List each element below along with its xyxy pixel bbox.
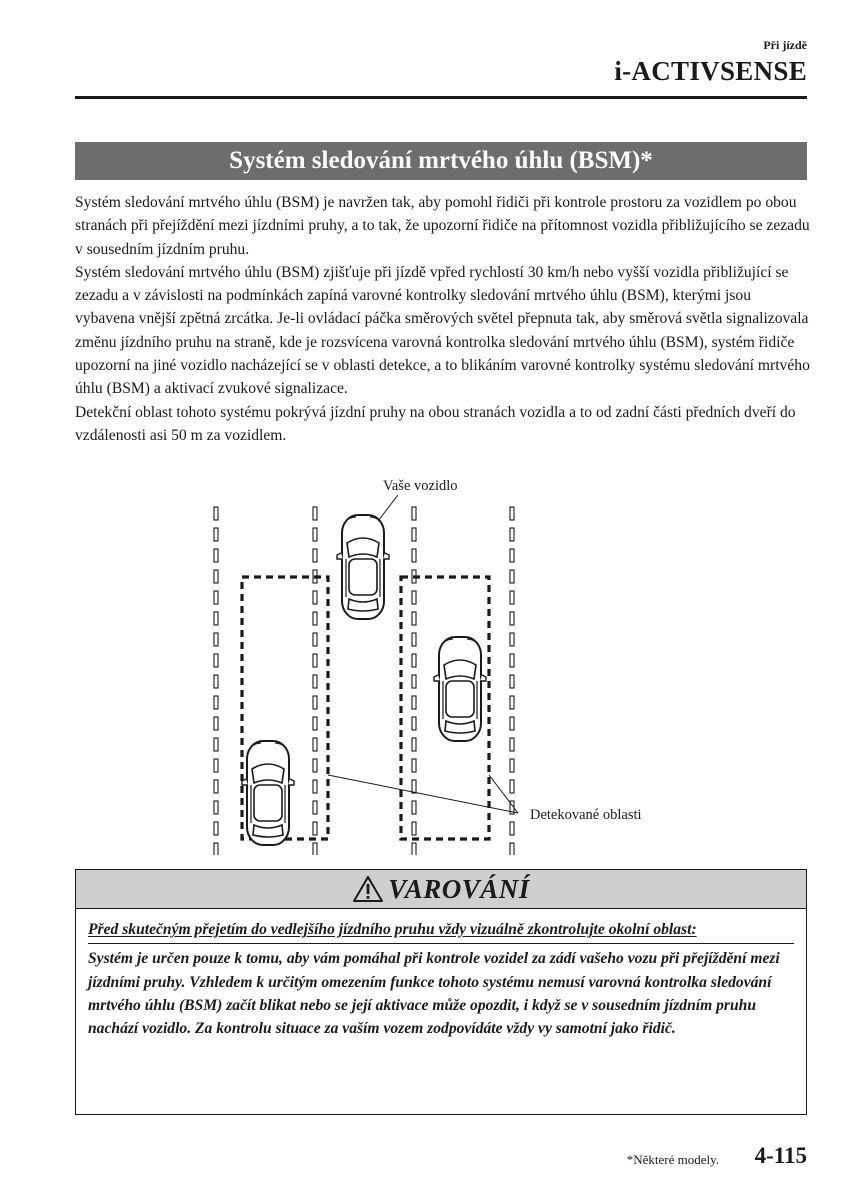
lane-dash [214,801,218,814]
warning-title: VAROVÁNÍ [388,873,530,904]
lane-dash [412,759,416,772]
lane-dash [214,780,218,793]
lane-dash [510,549,514,562]
lane-dash [214,549,218,562]
lane-dash [214,738,218,751]
lane-dash [510,654,514,667]
lane-dash [214,612,218,625]
lane-dash [313,675,317,688]
lane-dash [510,738,514,751]
lane-dash [313,654,317,667]
lane-dash [214,633,218,646]
body-paragraph: Systém sledování mrtvého úhlu (BSM) zjišťuje při jízdě vpřed rychlostí 30 km/h nebo vyšší vozidla přibližující se zezadu a v závislosti na podmínkách zapíná varovné kontrolky sledování mrtvého úhlu (BSM), kterými jsou vybavena vnější zpětná zrcátka. Je-li ovládací páčka směrových světel přepnuta tak, aby směrová světla signalizovala změnu jízdního pruhu na straně, kde je rozsvícena varovná kontrolka sledování mrtvého úhlu (BSM), systém řidiče upozorní na jiné vozidlo nacházející se v oblasti detekce, a to blikáním varovné kontrolky systému sledování mrtvého úhlu (BSM) a aktivací zvukové signalizace. [75,263,810,398]
label-own-vehicle: Vaše vozidlo [383,478,458,494]
lane-dash [510,717,514,730]
lane-dash [313,759,317,772]
lane-dash [214,591,218,604]
lane-dash [313,717,317,730]
lane-dash [313,738,317,751]
leader-own-vehicle [378,495,398,521]
section-heading: Systém sledování mrtvého úhlu (BSM)* [75,142,807,180]
body-text [75,191,811,447]
lane-dash [313,780,317,793]
warning-text: Systém je určen pouze k tomu, aby vám pomáhal při kontrole vozidel za zádí vašeho vozu při přejíždění mezi jízdními pruhy. Vzhledem k určitým omezením funkce tohoto systému nemusí varovná kontrolka sledování mrtvého úhlu (BSM) začít blikat nebo se její aktivace může opozdit, i když se v sousedním jízdním pruhu nachází vozidlo. Za kontrolu situace za vaším vozem zodpovídáte vždy vy samotní jako řidič. [88,950,780,1038]
own-vehicle [337,515,389,619]
lane-dash [313,507,317,520]
warning-triangle-icon [352,875,384,903]
lane-dash [313,696,317,709]
chapter-title: i-ACTIVSENSE [614,56,807,86]
lane-dash [412,654,416,667]
lane-dash [412,507,416,520]
lane-dash [214,654,218,667]
lane-dash [412,822,416,835]
lane-dash [412,591,416,604]
lane-dash [412,633,416,646]
lane-dash [214,843,218,855]
lane-dash [214,759,218,772]
lane-dash [214,570,218,583]
lane-dash [412,675,416,688]
lane-dash [510,780,514,793]
body-paragraph: Detekční oblast tohoto systému pokrývá jízdní pruhy na obou stranách vozidla a to od zadní části předních dveří do vzdálenosti asi 50 m za vozidlem. [75,403,796,444]
lane-dash [510,633,514,646]
lane-dash [412,717,416,730]
lane-dash [510,612,514,625]
lane-dash [412,528,416,541]
lane-dash [510,843,514,855]
lane-dash [510,570,514,583]
page-number: 4-115 [754,1143,807,1168]
lane-dash [313,843,317,855]
lane-dash [313,528,317,541]
lane-dash [412,843,416,855]
lane-dash [412,780,416,793]
lane-dash [313,591,317,604]
bsm-diagram [200,475,680,855]
lane-dash [510,528,514,541]
body-paragraph: Systém sledování mrtvého úhlu (BSM) je navržen tak, aby pomohl řidiči při kontrole prostoru za vozidlem po obou stranách při přejíždění mezi jízdními pruhy, a to tak, že upozorní řidiče na přítomnost vozidla přibližujícího se zezadu v sousedním jízdním pruhu. [75,194,810,258]
warning-header [76,870,806,909]
header-rule [75,96,807,99]
lane-dash [313,549,317,562]
lane-dash [214,507,218,520]
footnote: *Některé modely. [626,1152,719,1167]
section-label: Při jízdě [763,38,807,52]
lane-dash [412,801,416,814]
lane-dash [214,822,218,835]
lane-dash [412,612,416,625]
lane-dash [313,822,317,835]
lane-dash [510,822,514,835]
lane-dash [510,759,514,772]
warning-box [75,869,807,1115]
lane-dash [510,591,514,604]
lane-dash [214,528,218,541]
warning-body [76,909,806,1040]
vehicle-right-lane [434,637,486,741]
warning-lead: Před skutečným přejetím do vedlejšího jízdního pruhu vždy vizuálně zkontrolujte okolní oblast: [88,918,794,944]
lane-dash [214,696,218,709]
lane-dash [214,675,218,688]
lane-dash [214,717,218,730]
label-detection-areas: Detekované oblasti [530,807,642,823]
bsm-diagram-graphic [200,475,680,855]
lane-dash [412,696,416,709]
lane-dash [313,633,317,646]
lane-dash [510,507,514,520]
vehicle-left-lane [242,741,294,845]
lane-dash [510,675,514,688]
lane-dash [412,738,416,751]
lane-dash [412,549,416,562]
lane-dash [510,696,514,709]
lane-dash [313,801,317,814]
lane-dash [313,612,317,625]
